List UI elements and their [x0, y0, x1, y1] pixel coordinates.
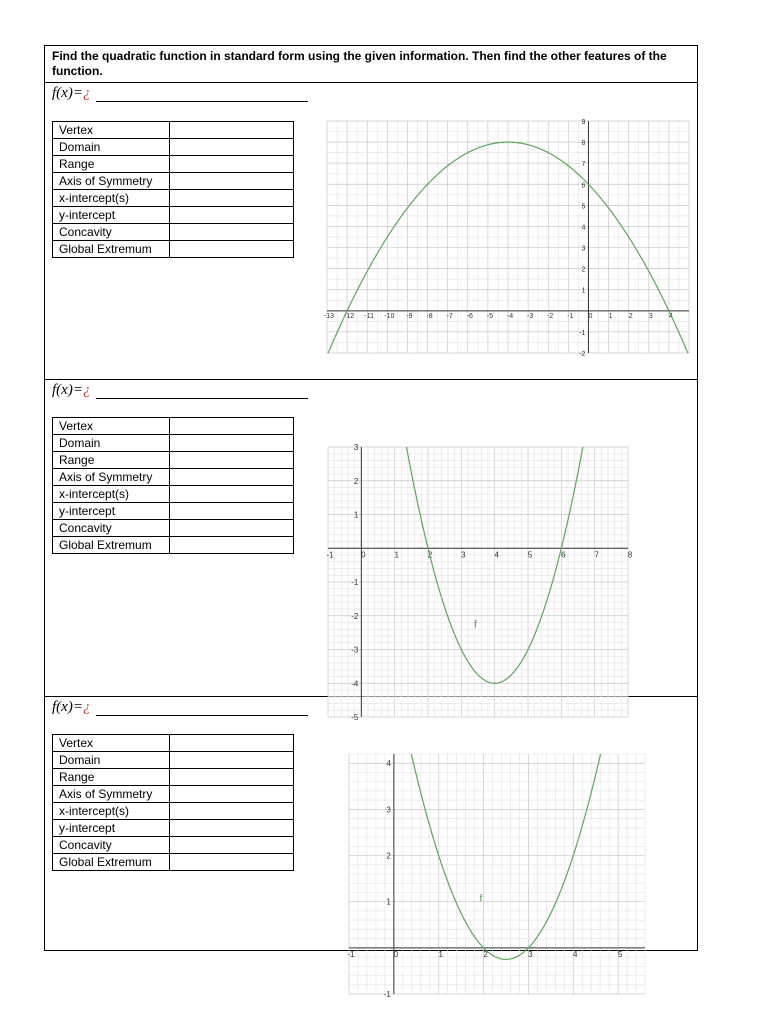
instructions: Find the quadratic function in standard form using the given information. Then find the other features of the function. — [45, 46, 697, 83]
feature-row — [53, 190, 294, 207]
feature-label: Vertex — [53, 122, 170, 139]
answer-blank[interactable] — [96, 703, 308, 716]
feature-label: Domain — [53, 435, 170, 452]
problem-2 — [45, 380, 697, 722]
function-placeholder: ¿ — [82, 699, 91, 715]
y-tick-label: -2 — [351, 611, 359, 621]
x-tick-label: -2 — [547, 312, 554, 320]
feature-row — [53, 520, 294, 537]
features-table — [52, 121, 294, 258]
feature-answer-cell[interactable] — [170, 435, 294, 452]
function-placeholder: ¿ — [82, 85, 91, 101]
feature-row — [53, 469, 294, 486]
x-tick-label: -4 — [506, 312, 514, 320]
y-tick-label: 3 — [386, 805, 391, 815]
x-tick-label: -12 — [344, 312, 355, 320]
answer-blank[interactable] — [96, 386, 308, 399]
y-tick-label: -4 — [351, 679, 359, 689]
feature-answer-cell[interactable] — [170, 820, 294, 837]
feature-row — [53, 803, 294, 820]
y-tick-label: 1 — [353, 510, 359, 520]
feature-row — [53, 820, 294, 837]
feature-label: Axis of Symmetry — [53, 173, 170, 190]
y-tick-label: 5 — [581, 203, 586, 211]
feature-answer-cell[interactable] — [170, 207, 294, 224]
feature-row — [53, 139, 294, 156]
feature-row — [53, 854, 294, 871]
feature-row — [53, 418, 294, 435]
x-tick-label: 1 — [608, 312, 613, 320]
feature-label: y-intercept — [53, 820, 170, 837]
x-tick-label: 4 — [573, 949, 578, 959]
x-tick-label: 0 — [393, 949, 399, 959]
feature-row — [53, 435, 294, 452]
y-tick-label: -1 — [351, 578, 359, 587]
feature-label: y-intercept — [53, 503, 170, 520]
x-tick-label: -6 — [466, 312, 473, 320]
feature-label: Concavity — [53, 224, 170, 241]
y-tick-label: 9 — [581, 119, 586, 126]
x-tick-label: 3 — [528, 949, 533, 959]
feature-row — [53, 452, 294, 469]
feature-label: Vertex — [53, 735, 170, 752]
y-tick-label: 1 — [581, 287, 586, 295]
features-table — [52, 417, 294, 554]
y-tick-label: 3 — [581, 245, 586, 253]
feature-row — [53, 537, 294, 554]
feature-row — [53, 486, 294, 503]
x-tick-label: 2 — [483, 949, 488, 959]
feature-answer-cell[interactable] — [170, 224, 294, 241]
x-tick-label: -3 — [526, 312, 534, 320]
feature-label: Concavity — [53, 837, 170, 854]
function-answer-line — [52, 699, 308, 716]
x-tick-label: 4 — [494, 550, 499, 560]
x-tick-label: 0 — [361, 550, 366, 560]
x-tick-label: 2 — [628, 312, 633, 320]
feature-answer-cell[interactable] — [170, 769, 294, 786]
x-tick-label: -1 — [347, 949, 355, 959]
parabola-graph — [323, 119, 689, 358]
feature-answer-cell[interactable] — [170, 735, 294, 752]
y-tick-label: -5 — [351, 713, 359, 722]
feature-answer-cell[interactable] — [170, 241, 294, 258]
feature-label: x-intercept(s) — [53, 190, 170, 207]
feature-answer-cell[interactable] — [170, 537, 294, 554]
x-tick-label: 8 — [627, 550, 633, 560]
function-prefix: f(x)= — [52, 699, 83, 715]
graph-2 — [326, 443, 633, 722]
feature-row — [53, 207, 294, 224]
feature-answer-cell[interactable] — [170, 837, 294, 854]
y-tick-label: 7 — [581, 161, 586, 169]
features-table — [52, 734, 294, 871]
x-tick-label: 4 — [668, 312, 673, 320]
answer-blank[interactable] — [96, 89, 308, 102]
x-tick-label: 3 — [648, 312, 653, 320]
feature-label: Concavity — [53, 520, 170, 537]
feature-label: Axis of Symmetry — [53, 469, 170, 486]
feature-row — [53, 837, 294, 854]
feature-answer-cell[interactable] — [170, 786, 294, 803]
function-label: f — [479, 893, 483, 905]
feature-row — [53, 156, 294, 173]
parabola-graph — [347, 754, 645, 999]
feature-answer-cell[interactable] — [170, 173, 294, 190]
x-tick-label: 3 — [461, 550, 466, 560]
feature-label: Vertex — [53, 418, 170, 435]
x-tick-label: 6 — [561, 550, 566, 560]
feature-answer-cell[interactable] — [170, 139, 294, 156]
y-tick-label: 4 — [581, 224, 586, 232]
x-tick-label: -1 — [326, 550, 334, 560]
x-tick-label: -1 — [567, 312, 574, 320]
x-tick-label: 5 — [527, 550, 533, 560]
x-tick-label: 7 — [594, 550, 599, 560]
x-tick-label: 0 — [588, 312, 593, 320]
x-tick-label: -5 — [486, 312, 494, 320]
feature-answer-cell[interactable] — [170, 854, 294, 871]
y-tick-label: 3 — [353, 443, 359, 452]
feature-row — [53, 786, 294, 803]
x-tick-label: 2 — [427, 550, 433, 560]
y-tick-label: -1 — [383, 990, 391, 999]
function-prefix: f(x)= — [52, 85, 83, 101]
feature-row — [53, 752, 294, 769]
x-tick-label: -13 — [323, 312, 335, 320]
y-tick-label: 2 — [353, 476, 359, 486]
function-answer-line — [52, 382, 308, 399]
feature-label: Axis of Symmetry — [53, 786, 170, 803]
y-tick-label: 2 — [581, 266, 586, 274]
feature-answer-cell[interactable] — [170, 469, 294, 486]
y-tick-label: 2 — [386, 851, 391, 861]
feature-label: Global Extremum — [53, 241, 170, 258]
feature-answer-cell[interactable] — [170, 520, 294, 537]
x-tick-label: -7 — [446, 312, 453, 320]
feature-label: Range — [53, 452, 170, 469]
grid — [328, 447, 628, 717]
feature-row — [53, 173, 294, 190]
y-tick-label: 1 — [386, 897, 391, 907]
feature-label: Domain — [53, 752, 170, 769]
problem-1 — [45, 83, 697, 380]
parabola-graph — [326, 443, 633, 722]
feature-row — [53, 769, 294, 786]
y-tick-label: 6 — [581, 182, 586, 190]
x-tick-label: 1 — [394, 550, 399, 560]
feature-label: y-intercept — [53, 207, 170, 224]
y-tick-label: 8 — [581, 140, 586, 148]
problem-3 — [45, 697, 697, 999]
feature-answer-cell[interactable] — [170, 503, 294, 520]
x-tick-label: -8 — [426, 312, 433, 320]
x-tick-label: 5 — [617, 949, 623, 959]
feature-label: Range — [53, 156, 170, 173]
feature-answer-cell[interactable] — [170, 122, 294, 139]
feature-answer-cell[interactable] — [170, 190, 294, 207]
y-tick-label: -1 — [579, 329, 586, 337]
feature-row — [53, 735, 294, 752]
feature-label: x-intercept(s) — [53, 803, 170, 820]
feature-answer-cell[interactable] — [170, 418, 294, 435]
y-tick-label: -2 — [579, 351, 586, 358]
function-answer-line — [52, 85, 308, 102]
feature-label: Domain — [53, 139, 170, 156]
worksheet — [44, 45, 698, 999]
feature-row — [53, 122, 294, 139]
x-tick-label: -11 — [364, 312, 375, 320]
feature-label: Range — [53, 769, 170, 786]
feature-label: Global Extremum — [53, 537, 170, 554]
function-label: f — [474, 619, 477, 631]
feature-answer-cell[interactable] — [170, 803, 294, 820]
function-placeholder: ¿ — [82, 382, 91, 398]
feature-answer-cell[interactable] — [170, 452, 294, 469]
x-tick-label: -10 — [384, 312, 395, 320]
feature-answer-cell[interactable] — [170, 752, 294, 769]
function-prefix: f(x)= — [52, 382, 83, 398]
feature-row — [53, 241, 294, 258]
feature-row — [53, 224, 294, 241]
feature-label: Global Extremum — [53, 854, 170, 871]
feature-label: x-intercept(s) — [53, 486, 170, 503]
feature-answer-cell[interactable] — [170, 486, 294, 503]
x-tick-label: 1 — [438, 949, 443, 959]
x-tick-label: -9 — [406, 312, 413, 320]
feature-row — [53, 503, 294, 520]
y-tick-label: -3 — [351, 645, 359, 655]
graph-1 — [323, 119, 689, 358]
feature-answer-cell[interactable] — [170, 156, 294, 173]
y-tick-label: 4 — [386, 759, 391, 769]
graph-3 — [347, 754, 645, 999]
